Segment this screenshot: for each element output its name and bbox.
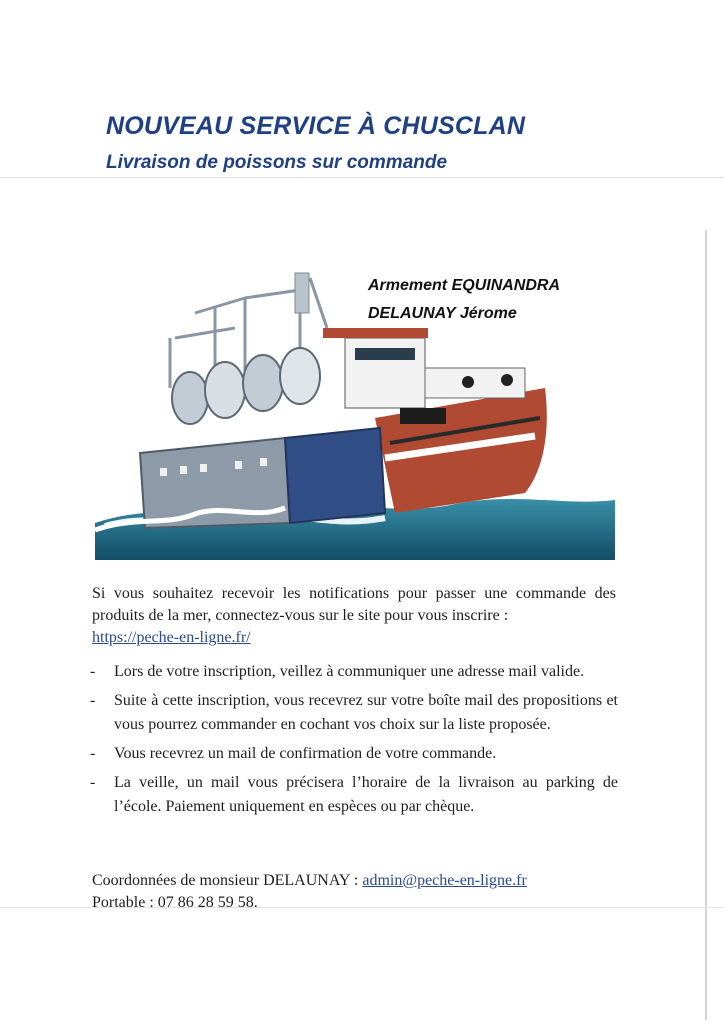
list-item bbox=[90, 742, 618, 766]
fishing-boat-icon bbox=[95, 268, 615, 560]
scan-line-top bbox=[0, 177, 724, 178]
fishing-boat-illustration bbox=[95, 268, 615, 560]
contact-phone: Portable : 07 86 28 59 58. bbox=[92, 894, 258, 911]
contact-label: Coordonnées de monsieur DELAUNAY : bbox=[92, 872, 363, 889]
list-item-text: Vous recevrez un mail de confirmation de votre commande. bbox=[114, 745, 497, 762]
instructions-list bbox=[90, 660, 618, 824]
list-item-text: Suite à cette inscription, vous recevrez sur votre boîte mail des propositions et vous pourrez commander en cochant vos choix sur la liste proposée. bbox=[114, 692, 618, 733]
intro-text: Si vous souhaitez recevoir les notifications pour passer une commande des produits de la mer, connectez-vous sur le site pour vous inscrire : bbox=[92, 585, 616, 624]
website-link[interactable]: https://peche-en-ligne.fr/ bbox=[92, 629, 251, 646]
list-dash: - bbox=[90, 663, 96, 680]
contact-email-link[interactable]: admin@peche-en-ligne.fr bbox=[362, 872, 527, 889]
contact-block bbox=[92, 870, 632, 914]
page-edge bbox=[705, 230, 707, 1020]
page-title: NOUVEAU SERVICE À CHUSCLAN bbox=[106, 112, 526, 140]
list-item bbox=[90, 771, 618, 819]
list-item-text: La veille, un mail vous précisera l’horaire de la livraison au parking de l’école. Paiement uniquement en espèces ou par chèque. bbox=[114, 774, 618, 815]
list-item-text: Lors de votre inscription, veillez à communiquer une adresse mail valide. bbox=[114, 663, 585, 680]
owner-company: Armement EQUINANDRA bbox=[368, 277, 561, 294]
list-dash: - bbox=[90, 745, 96, 762]
page-subtitle: Livraison de poissons sur commande bbox=[106, 152, 448, 173]
list-item bbox=[90, 689, 618, 737]
list-dash: - bbox=[90, 692, 96, 709]
intro-paragraph bbox=[92, 583, 616, 649]
list-dash: - bbox=[90, 774, 96, 791]
list-item bbox=[90, 660, 618, 684]
owner-name: DELAUNAY Jérome bbox=[368, 305, 517, 322]
